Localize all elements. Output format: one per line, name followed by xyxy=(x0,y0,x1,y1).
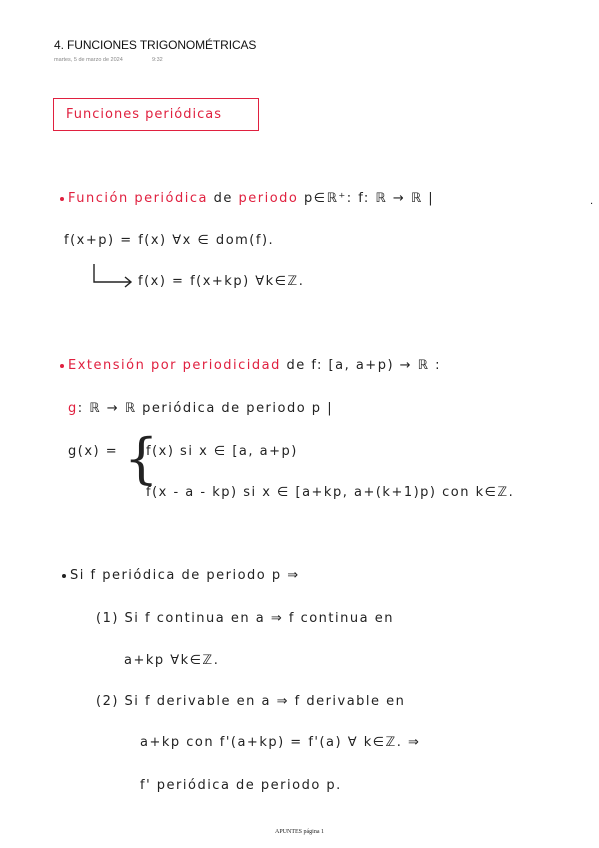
g-symbol: g xyxy=(68,401,78,416)
bullet-icon xyxy=(62,574,66,578)
definition-term: Función periódica xyxy=(68,191,208,206)
extension-tail: de f: [a, a+p) → ℝ : xyxy=(286,358,441,373)
equation-multiple-period: f(x) = f(x+kp) ∀k∈ℤ. xyxy=(138,274,305,289)
case-2: f(x - a - kp) si x ∈ [a+kp, a+(k+1)p) con k∈ℤ. xyxy=(146,485,515,500)
definition-periodic-line xyxy=(60,191,434,206)
extension-term: Extensión por periodicidad xyxy=(68,358,281,373)
bullet-icon xyxy=(60,364,64,368)
g-definition: : ℝ → ℝ periódica de periodo p | xyxy=(77,401,334,416)
stray-dot: . xyxy=(590,196,594,207)
brace-icon: { xyxy=(124,427,159,490)
note-time: 9:32 xyxy=(152,57,163,63)
property-intro-text: Si f periódica de periodo p ⇒ xyxy=(70,568,300,583)
property-derivative-periodic: f' periódica de periodo p. xyxy=(140,778,342,793)
property-derivability: (2) Si f derivable en a ⇒ f derivable en xyxy=(96,694,406,709)
equation-periodicity: f(x+p) = f(x) ∀x ∈ dom(f). xyxy=(64,233,275,248)
page-footer: APUNTES página 1 xyxy=(275,829,324,835)
definition-term-2: periodo xyxy=(238,191,299,206)
section-heading-box xyxy=(53,98,259,131)
extension-line xyxy=(60,358,441,373)
definition-tail: p∈ℝ⁺: f: ℝ → ℝ | xyxy=(304,191,435,206)
g-definition-line xyxy=(68,401,333,416)
property-intro xyxy=(62,568,300,583)
property-continuity: (1) Si f continua en a ⇒ f continua en xyxy=(96,611,394,626)
property-derivability-cont: a+kp con f'(a+kp) = f'(a) ∀ k∈ℤ. ⇒ xyxy=(140,735,421,750)
definition-connector: de xyxy=(213,191,233,206)
case-1: f(x) si x ∈ [a, a+p) xyxy=(146,444,298,459)
bullet-icon xyxy=(60,197,64,201)
arrow-icon xyxy=(92,262,136,288)
note-date: martes, 5 de marzo de 2024 xyxy=(54,57,123,63)
section-heading: Funciones periódicas xyxy=(66,107,223,122)
property-continuity-cont: a+kp ∀k∈ℤ. xyxy=(124,653,220,668)
g-lhs: g(x) = xyxy=(68,444,119,459)
page-title: 4. FUNCIONES TRIGONOMÉTRICAS xyxy=(54,38,257,52)
